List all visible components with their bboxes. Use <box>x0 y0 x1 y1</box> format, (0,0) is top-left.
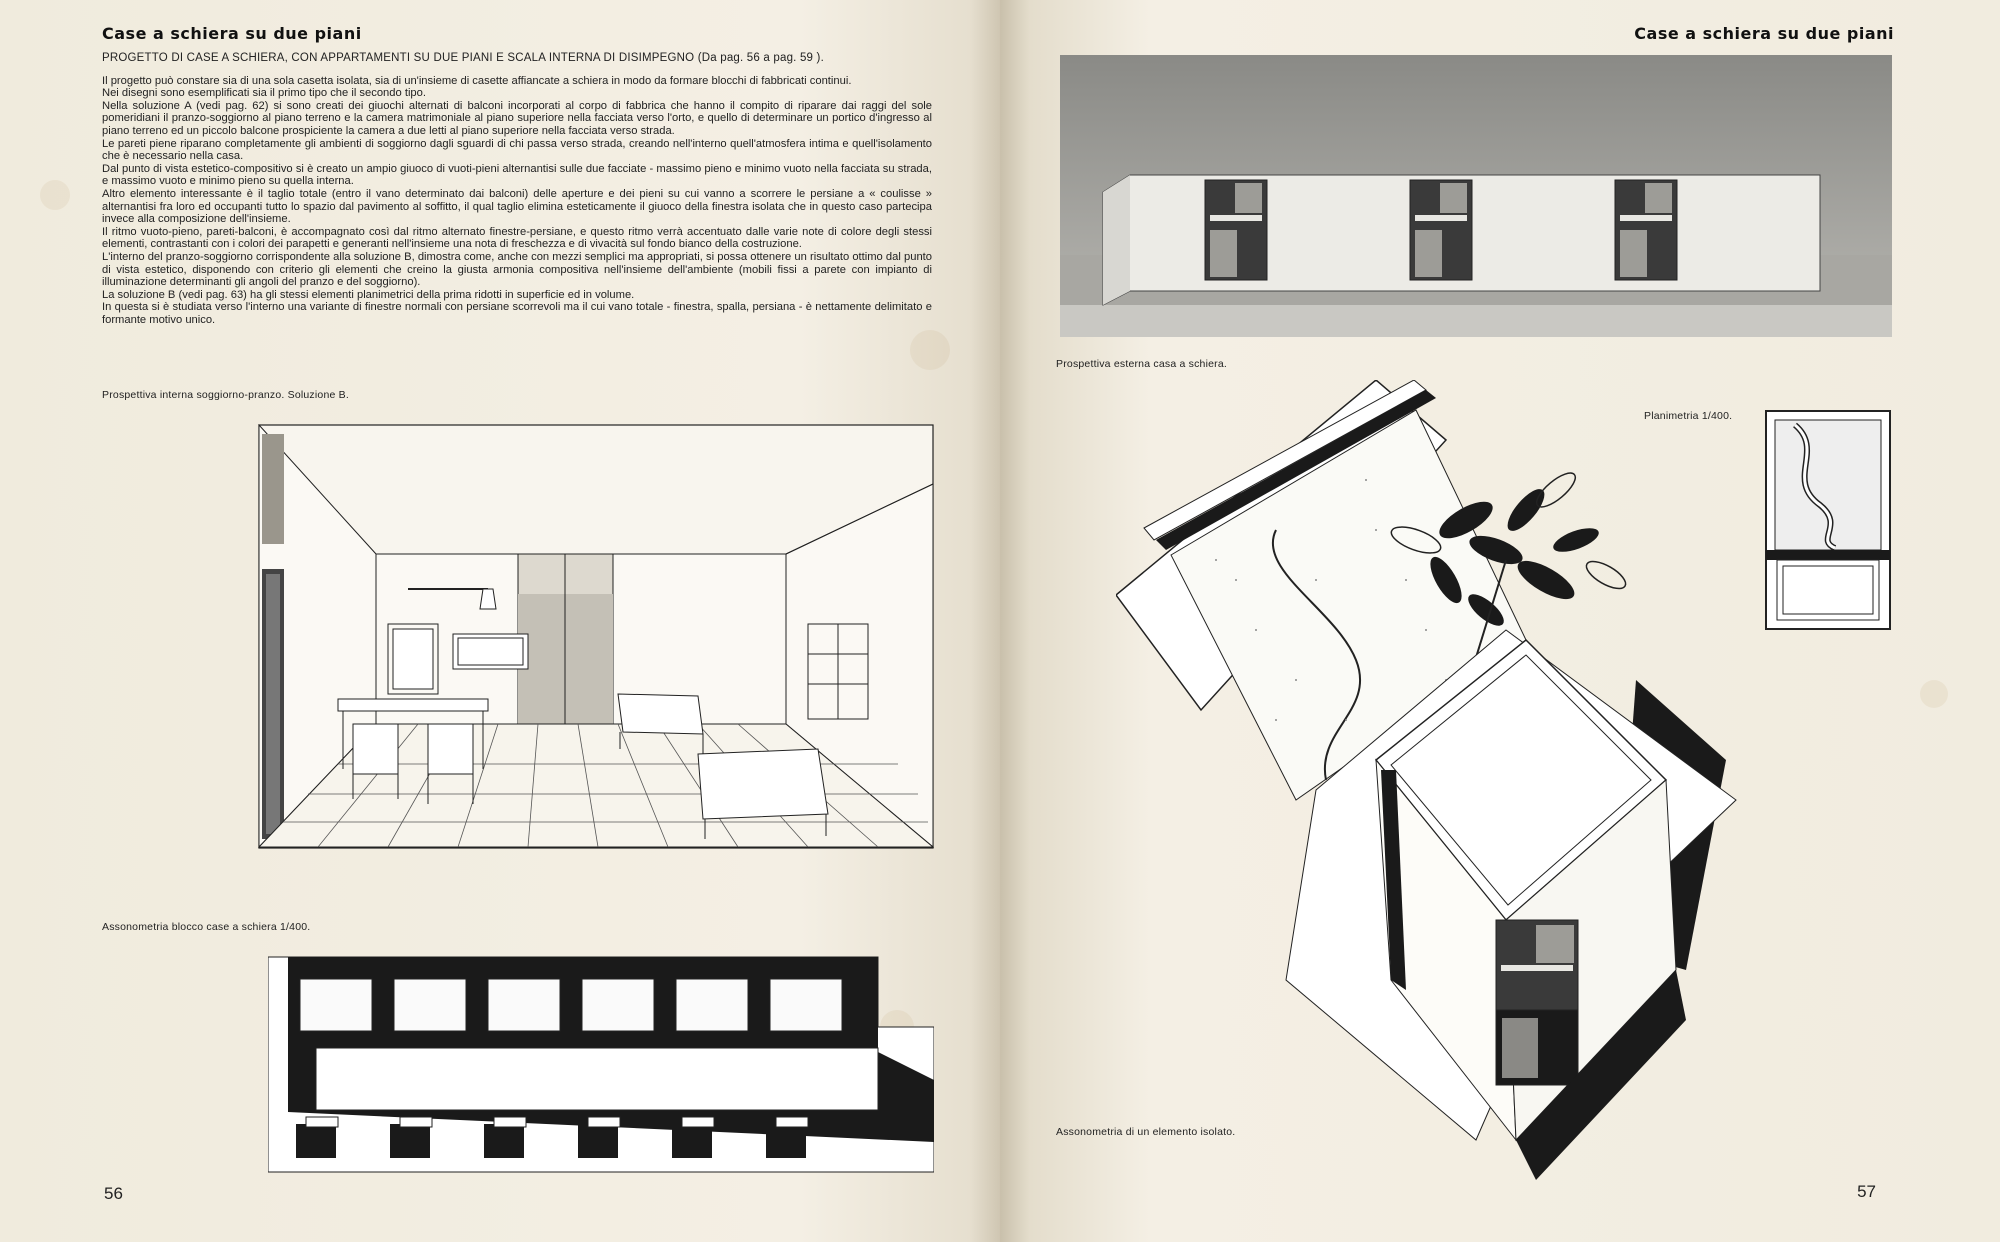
page-number-left: 56 <box>104 1184 123 1203</box>
isolated-element-axonometry-drawing <box>1116 380 1836 1180</box>
exterior-perspective-drawing <box>1060 55 1892 337</box>
caption-isolated-element: Assonometria di un elemento isolato. <box>1056 1126 1236 1138</box>
intro-lead: PROGETTO DI CASE A SCHIERA, CON APPARTAMENTI SU DUE PIANI E SCALA INTERNA DI DISIMPEGNO (Da pag. 56 a pag. 59 ). <box>102 52 824 64</box>
page-number-right: 57 <box>1857 1182 1876 1201</box>
intro-paragraph: La soluzione B (vedi pag. 63) ha gli stessi elementi planimetrici della prima ridotti in superficie ed in volume. <box>102 288 635 301</box>
intro-paragraph: In questa si è studiata verso l'interno una variante di finestre normali con persiane scorrevoli ma il cui vano totale - finestra, spalla, persiana - è nettamente delimitato e formante motivo unico. <box>102 301 932 326</box>
left-page-header: Case a schiera su due piani <box>102 24 362 43</box>
right-page <box>1000 0 2000 1242</box>
caption-interior-perspective: Prospettiva interna soggiorno-pranzo. Soluzione B. <box>102 389 349 401</box>
intro-paragraph: Il ritmo vuoto-pieno, pareti-balconi, è accompagnato così dal ritmo alternato finestre-persiane, e questo ritmo verrà accentuato dalle varie note di colore degli stessi elementi, contrastanti con i colori dei parapetti e generanti nell'insieme una nota di freschezza e di vivacità sul fondo bianco della costruzione. <box>102 225 932 251</box>
caption-block-axonometry: Assonometria blocco case a schiera 1/400. <box>102 921 311 933</box>
block-axonometry-drawing <box>268 952 934 1174</box>
intro-paragraph: Altro elemento interessante è il taglio totale (entro il vano determinato dai balconi) delle aperture e dei pieni su cui vanno a scorrere le persiane a « coulisse » alternantisi fra loro ed occupanti tutto lo spazio dal pavimento al soffitto, il qual taglio elimina esteticamente il giuoco della finestra isolata che in questo caso partecipa invece alla composizione dell'insieme. <box>102 187 932 226</box>
right-page-header: Case a schiera su due piani <box>1634 24 1894 43</box>
intro-paragraph: L'interno del pranzo-soggiorno corrispondente alla soluzione B, dimostra come, anche con mezzi semplici ma appropriati, si possa ottenere un risultato ottimo dal punto di vista estetico, disponendo con criterio gli elementi che creino la giusta armonia compositiva nell'insieme dell'ambiente (mobili fissi a parete con impianto di illuminazione determinanti gli angoli del pranzo e del soggiorno). <box>102 250 932 289</box>
intro-paragraph: Nei disegni sono esemplificati sia il primo tipo che il secondo tipo. <box>102 87 426 100</box>
caption-exterior-perspective: Prospettiva esterna casa a schiera. <box>1056 358 1228 370</box>
intro-paragraph: Il progetto può constare sia di una sola casetta isolata, sia di un'insieme di casette affiancate a schiera in modo da formare blocchi di fabbricati continui. <box>102 74 852 87</box>
intro-paragraph: Dal punto di vista estetico-compositivo si è creato un ampio giuoco di vuoti-pieni alternantisi sulle due facciate - massimo pieno e minimo vuoto nella facciata su strada, e massimo vuoto e minimo pieno su quella interna. <box>102 162 932 188</box>
intro-text <box>102 52 932 326</box>
intro-paragraph: Nella soluzione A (vedi pag. 62) si sono creati dei giuochi alternati di balconi incorporati al corpo di fabbrica che hanno il compito di riparare dai raggi del sole pomeridiani il pranzo-soggiorno al piano terreno e la camera matrimoniale al piano superiore nella facciata verso l'orto, e quello di determinare un portico d'ingresso al piano terreno ed un piccolo balcone prospiciente la camera a due letti al piano superiore nella facciata verso strada. <box>102 99 932 137</box>
caption-site-plan: Planimetria 1/400. <box>1644 410 1733 422</box>
intro-paragraph: Le pareti piene riparano completamente gli ambienti di soggiorno dagli sguardi di chi passa verso strada, creando nell'interno quell'atmosfera intima e quell'isolamento che è necessario nella casa. <box>102 137 932 163</box>
interior-perspective-drawing <box>258 424 934 849</box>
